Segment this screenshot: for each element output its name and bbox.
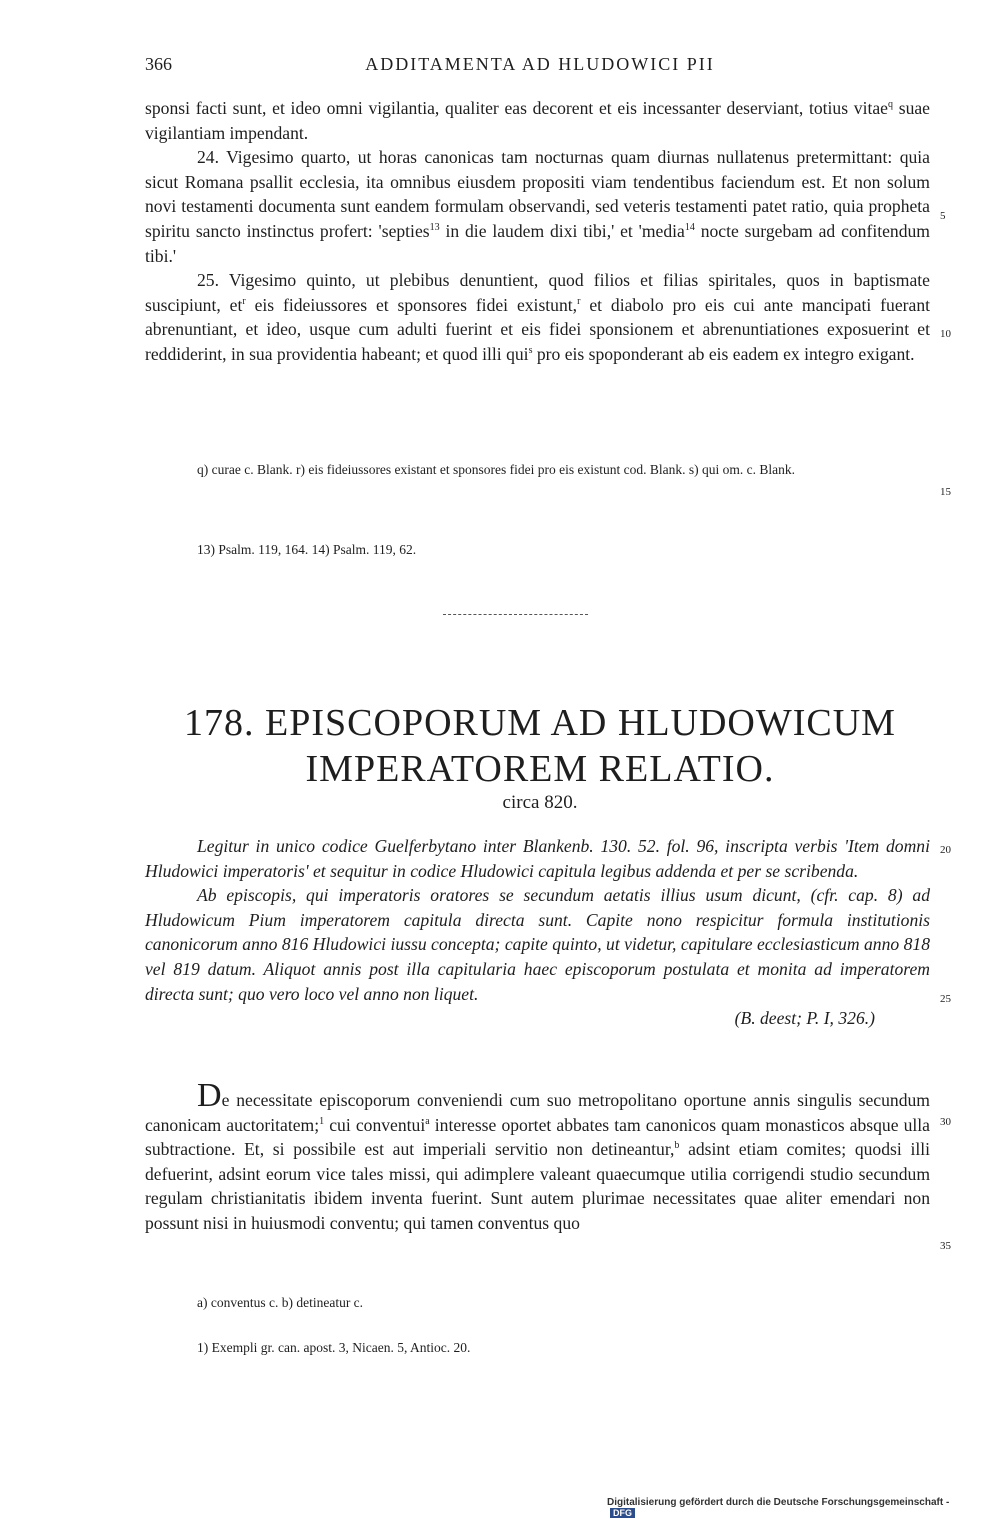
- text-block-top: [145, 96, 930, 367]
- main-text: [145, 1077, 930, 1236]
- variant-footnotes-bottom: a) conventus c. b) detineatur c.: [197, 1295, 364, 1310]
- line-number: 30: [940, 1116, 951, 1128]
- intro-paragraph-1: Legitur in unico codice Guelferbytano inter Blankenb. 130. 52. fol. 96, inscripta verbis 'Item domni Hludowici imperatoris' et sequitur in codice Hludowici capitula legibus addenda et per se scribenda.: [145, 836, 930, 881]
- paragraph-24: 24. Vigesimo quarto, ut horas canonicas tam nocturnas quam diurnas nullatenus pretermittant: quia sicut Romana psallit ecclesia, ita omnibus eiusdem propositi viam tendentibus faciendum est. Et non solum novi testamenti documenta sunt eandem formulam observandi, sed veteris testamenti patet ratio, quia propheta spiritu sancto instinctus profert: 'septies$^{13}$ in die laudem dixi tibi,' et 'media$^{14}$ nocte surgebam ad confitendum tibi.': [145, 147, 930, 266]
- line-number: 10: [940, 328, 951, 340]
- intro-citation: (B. deest; P. I, 326.): [734, 1008, 875, 1029]
- paragraph-continuation: sponsi facti sunt, et ideo omni vigilantia, qualiter eas decorent et eis incessanter deserviant, totius vitae$^q$ suae vigilantiam impendant.: [145, 98, 930, 143]
- footer-text: Digitalisierung gefördert durch die Deutsche Forschungsgemeinschaft -: [607, 1497, 950, 1508]
- line-number: 20: [940, 844, 951, 856]
- page-header: [145, 50, 935, 80]
- running-title: ADDITAMENTA AD HLUDOWICI PII: [365, 54, 715, 74]
- variant-footnotes-top: q) curae c. Blank. r) eis fideiussores existant et sponsores fidei pro eis existunt cod. Blank. s) qui om. c. Blank.: [197, 462, 795, 477]
- paragraph-25: 25. Vigesimo quinto, ut plebibus denuntient, quod filios et filias spiritales, quos in baptismate suscipiunt, $et^r$ eis fideiussores et sponsores fidei existunt,$^r$ et diabolo pro eis cui ante mancipati fuerant abrenuntiant, et ideo, usque cum adulti fuerint et eis fidei sponsionem et abrenuntiationes exposuerint et reddiderint, in sua providentia habeant; et quod illi qui$^s$ pro eis spoponderant ab eis eadem ex integro exigant.: [145, 270, 931, 364]
- intro-paragraph-2: Ab episcopis, qui imperatoris oratores se secundum aetatis illius usum dicunt, (cfr. cap. 8) ad Hludowicum Pium imperatorem capitula directa sunt. Capite nono respicitur formula institutionis canonicorum anno 816 Hludowici iussu concepta; capite quinto, ut videtur, capitulare ecclesiasticum anno 818 vel 819 datum. Aliquot annis post illa capitularia haec episcoporum postulata et monita ad imperatorem directa sunt; quo vero loco vel anno non liquet.: [145, 885, 930, 1004]
- page-number: 366: [145, 54, 172, 74]
- dfg-logo: DFG: [610, 1508, 635, 1518]
- line-number: 35: [940, 1240, 951, 1252]
- section-title: 178. EPISCOPORUM AD HLUDOWICUM IMPERATOREM RELATIO.: [184, 702, 896, 790]
- source-footnotes-top: 13) Psalm. 119, 164. 14) Psalm. 119, 62.: [197, 542, 417, 557]
- editorial-introduction: [145, 834, 930, 1031]
- section-date: circa 820.: [502, 792, 578, 813]
- funding-footer: [607, 1497, 957, 1519]
- section-separator: [443, 614, 588, 615]
- initial-letter: D: [197, 1077, 222, 1114]
- line-number: 5: [940, 210, 946, 222]
- source-footnotes-bottom: 1) Exempli gr. can. apost. 3, Nicaen. 5, Antioc. 20.: [197, 1340, 471, 1355]
- main-paragraph: De necessitate episcoporum conveniendi cum suo metropolitano oportune annis singulis secundum canonicam auctoritatem;$^1$ cui conventui$^a$ interesse oportet abbates tam canonicos quam monasticos absque ulla subtractione. Et, si possibile est aut imperiali servitio non detineantur,$^b$ adsint etiam comites; quodsi illi defuerint, adsint eorum vice tales missi, qui adimplere valeant quaecumque utilia corrigendi studio secundum regulam christianitatis ibidem inventa fuerint. Sunt autem plurimae necessitates quae aliter emendari non possunt nisi in huiusmodi conventu; qui tamen conventus quo: [145, 1077, 930, 1233]
- line-number: 25: [940, 993, 951, 1005]
- line-number: 15: [940, 486, 951, 498]
